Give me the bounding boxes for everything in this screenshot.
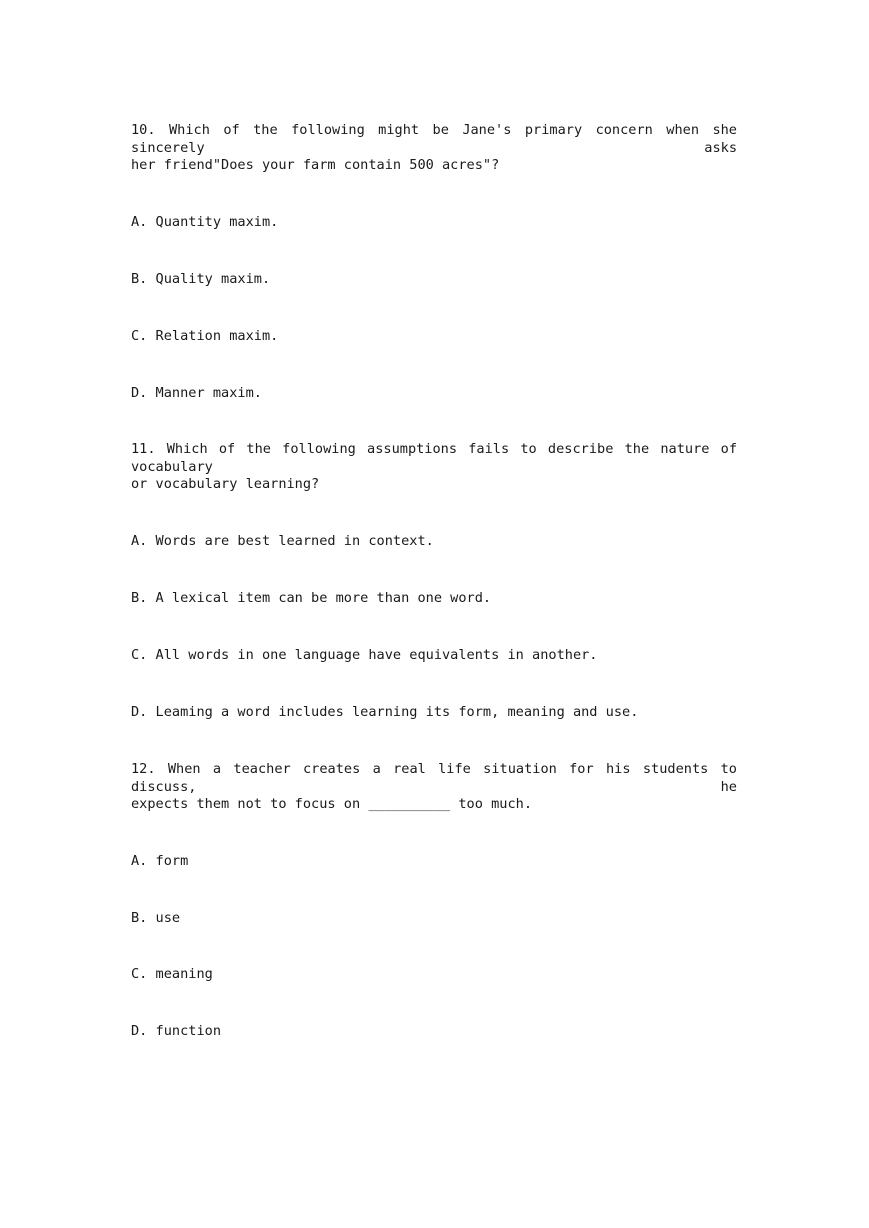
question-12-option-b: B. use <box>131 910 181 926</box>
question-11-option-c: C. All words in one language have equivalents in another. <box>131 647 598 663</box>
question-10-option-d: D. Manner maxim. <box>131 385 262 401</box>
question-12-stem-line-2: expects them not to focus on __________ too much. <box>131 796 533 812</box>
question-10-option-c: C. Relation maxim. <box>131 328 279 344</box>
question-12-option-d: D. function <box>131 1023 222 1039</box>
question-10-option-b: B. Quality maxim. <box>131 271 271 287</box>
question-11-stem-line-2: or vocabulary learning? <box>131 476 320 492</box>
question-11-option-d: D. Leaming a word includes learning its form, meaning and use. <box>131 704 639 720</box>
question-12-stem-line-1: 12. When a teacher creates a real life situation for his students to discuss, he <box>131 761 737 795</box>
question-11-stem-line-1: 11. Which of the following assumptions fails to describe the nature of vocabulary <box>131 441 737 475</box>
question-11-option-b: B. A lexical item can be more than one word. <box>131 590 492 606</box>
question-10-stem-line-2: her friend"Does your farm contain 500 acres"? <box>131 157 500 173</box>
question-12-option-a: A. form <box>131 853 189 869</box>
question-10-stem-line-1: 10. Which of the following might be Jane's primary concern when she sincerely asks <box>131 122 737 156</box>
question-12-option-c: C. meaning <box>131 966 213 982</box>
question-11-option-a: A. Words are best learned in context. <box>131 533 434 549</box>
question-10-option-a: A. Quantity maxim. <box>131 214 279 230</box>
